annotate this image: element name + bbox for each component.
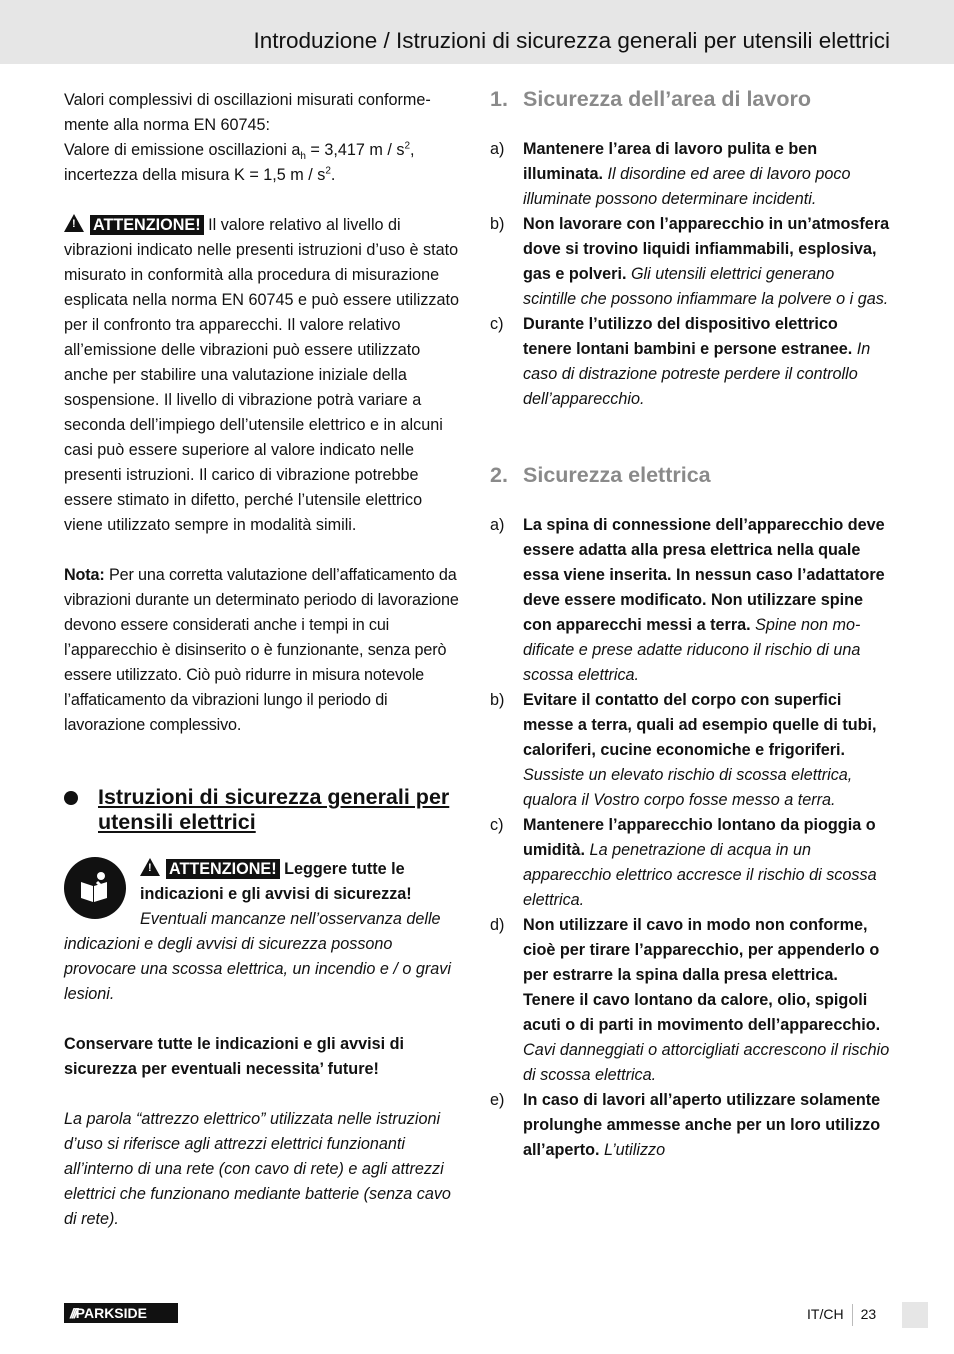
item-letter: d) [490, 916, 505, 934]
item-letter: c) [490, 315, 504, 333]
section-2-list [490, 513, 890, 1163]
item-letter: a) [490, 140, 505, 158]
item-text: Durante l’utilizzo del dispositivo elettrico tenere lontani bambini e persone estranee. In caso di distrazione potreste perdere il controllo dell’apparecchio. [523, 315, 871, 408]
definition-paragraph: La parola “attrezzo elettrico” utilizzata nelle istruzioni d’uso si riferisce agli attrezzi elettrici funzionanti all’interno di una rete (con cavo di rete) e agli attrezzi elettrici che funzionano mediante batterie (senza cavo di rete). [64, 1110, 451, 1228]
item-text: Mantenere l’apparecchio lontano da pioggia o umidità. La penetrazione di acqua in un apparecchio elettrico accresce il rischio di scossa elettrica. [523, 816, 877, 909]
item-text: In caso di lavori all’aperto utilizzare solamente prolunghe ammesse anche per un loro utilizzo all’aperto. L’utilizzo [523, 1091, 881, 1159]
vibration-values: Valori complessivi di oscillazioni misurati conforme- mente alla norma EN 60745: Valore di emissione oscillazioni $a_h = 3,417$ m / $s^2$, incertezza della misura K = 1,5 m / $s^2$. [64, 91, 431, 184]
warning-icon: ! [140, 858, 160, 876]
book-reading-icon [64, 857, 126, 919]
right-column [490, 86, 890, 1163]
bullet-icon [64, 791, 78, 805]
item-text: Mantenere l’area di lavoro pulita e ben illuminata. Il disordine ed aree di lavoro poco illuminate possono determinare incidenti. [523, 140, 851, 208]
section-1-heading: 1. Sicurezza dell’area di lavoro [490, 87, 811, 111]
item-text: La spina di connessione dell’apparecchio deve essere adatta alla presa elettrica nella quale essa viene inserita. In nessun caso l’adattatore deve essere modificato. Non utilizzare spine con apparecchi messi a terra. Spine non modificate e prese adatte riducono il rischio di una scossa elettrica. [523, 516, 885, 684]
page-info [807, 1303, 876, 1326]
parkside-logo: ///PARKSIDE [64, 1303, 178, 1323]
item-text: Evitare il contatto del corpo con superfici messe a terra, quali ad esempio quelle di tubi, caloriferi, cucine economiche e frigoriferi. Sussiste un elevato rischio di scossa elettrica, qualora il Vostro corpo fosse messo a terra. [523, 691, 877, 809]
list-item [490, 137, 890, 212]
warning-label: ATTENZIONE! [90, 215, 204, 235]
item-letter: a) [490, 516, 505, 534]
page-title: Introduzione / Istruzioni di sicurezza generali per utensili elettrici [253, 28, 890, 53]
item-text: Non lavorare con l’apparecchio in un’atmosfera dove si trovino liquidi infiammabili, esplosiva, gas e polveri. Gli utensili elettrici generano scintille che possono infiammare la polvere o i gas. [523, 215, 890, 308]
item-letter: e) [490, 1091, 505, 1109]
warning-icon: ! [64, 214, 84, 232]
left-column [64, 88, 464, 1232]
section-heading: Istruzioni di sicurezza generali per utensili elettrici [64, 785, 464, 835]
page-number: 23 [860, 1306, 877, 1322]
list-item [490, 813, 890, 913]
vibration-warning: ! ATTENZIONE! Il valore relativo al livello di vibrazioni indicato nelle presenti istruzioni d’uso è stato misurato in conformità alla procedura di misurazione esplicata nella norma EN 60745 e può essere utilizzato per il confronto tra apparecchi. Il valore relativo all’emissione delle vibrazioni può essere utilizzato anche per stabilire una valutazione iniziale della sospensione. Il livello di vibrazione potrà variare a seconda dell’impiego dell’utensile elettrico e in alcuni casi può essere superiore al valore indicato nelle presenti istruzioni. Il carico di vibrazione potrebbe essere stimato in difetto, perché l’utensile elettrico viene utilizzato sempre in modalità simili. [64, 216, 460, 534]
page-tab [902, 1302, 928, 1328]
page-header [0, 0, 954, 64]
section-1-list [490, 137, 890, 412]
locale-label: IT/CH [807, 1306, 844, 1322]
list-item [490, 312, 890, 412]
note-paragraph: Nota: Per una corretta valutazione dell’affaticamento da vibrazioni durante un determinato periodo di lavorazione devono essere considerati anche i tempi in cui l’apparecchio è disinserito o è funzionante, senza però essere utilizzato. Ciò può ridurre in misura notevole l’affaticamento da vibrazioni lungo il periodo di lavorazione complessivo. [64, 566, 459, 734]
item-letter: b) [490, 215, 505, 233]
list-item [490, 688, 890, 813]
item-text: Non utilizzare il cavo in modo non conforme, cioè per tirare l’apparecchio, per appenderlo o per estrarre la spina dalla presa elettrica. Tenere il cavo lontano da calore, olio, spigoli acuti o di parti in movimento dell’apparecchio. Cavi danneggiati o attorcigliati accrescono il rischio di scossa elettrica. [523, 916, 890, 1084]
item-letter: c) [490, 816, 504, 834]
list-item [490, 913, 890, 1088]
section-2-heading: 2. Sicurezza elettrica [490, 463, 711, 487]
item-letter: b) [490, 691, 505, 709]
keep-instructions: Conservare tutte le indicazioni e gli avvisi di sicurezza per eventuali necessita’ future! [64, 1035, 405, 1078]
warning-label: ATTENZIONE! [166, 859, 280, 879]
read-instructions-warning: ! ATTENZIONE! Leggere tutte le indicazioni e gli avvisi di sicurezza! Eventuali mancanze nell’osservanza delle indicazioni e degli avvisi di sicurezza possono provocare una scossa elettrica, un incendio e / o gravi lesioni. [64, 857, 464, 1007]
list-item [490, 1088, 890, 1163]
list-item [490, 513, 890, 688]
list-item [490, 212, 890, 312]
